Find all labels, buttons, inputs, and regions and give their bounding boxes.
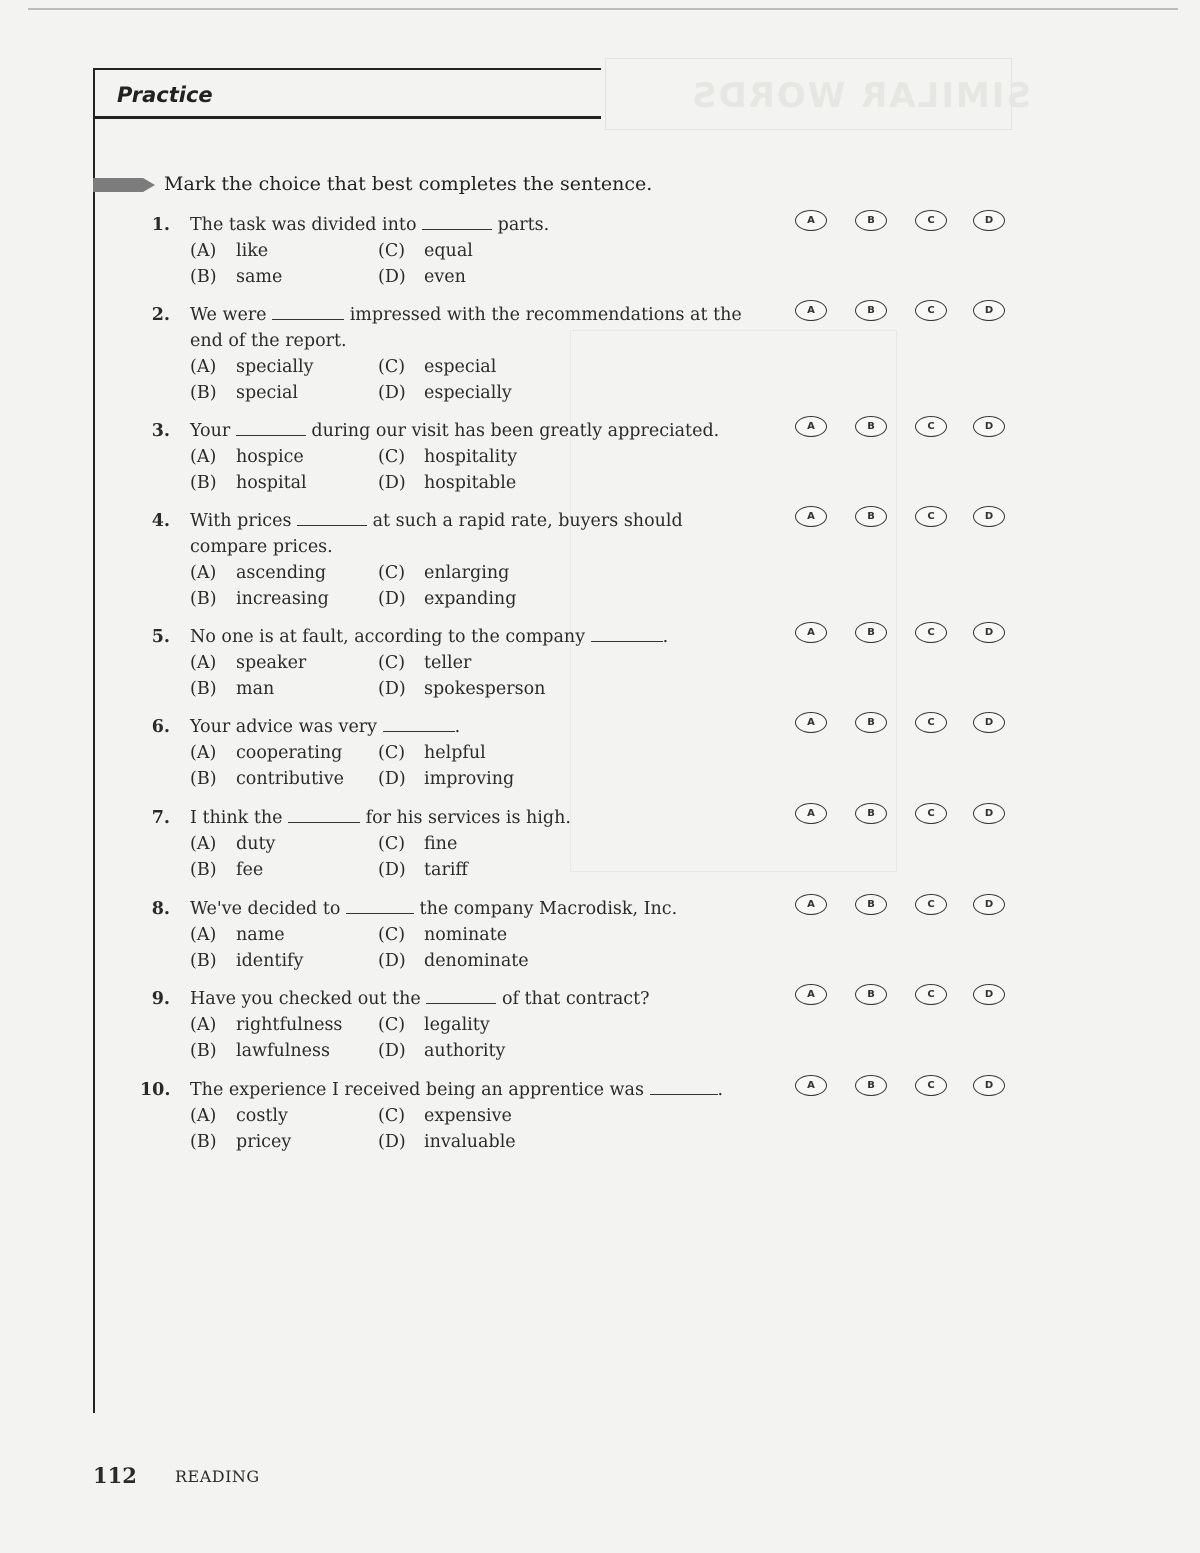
answer-bubble-c[interactable]: C [915, 894, 947, 915]
question-stem: Your advice was very . [190, 717, 461, 737]
option-c: (C) teller [378, 653, 472, 673]
answer-bubble-d[interactable]: D [973, 300, 1005, 321]
practice-title: Practice [117, 83, 213, 107]
answer-bubbles [795, 210, 1145, 234]
option-d: (D) expanding [378, 589, 517, 609]
option-b: (B) contributive [190, 769, 344, 789]
question-number: 2. [151, 305, 170, 325]
frame-top-rule [93, 68, 601, 70]
question-stem: We've decided to the company Macrodisk, Inc. [190, 899, 678, 919]
question-stem: The task was divided into parts. [190, 215, 550, 235]
option-b: (B) same [190, 267, 283, 287]
question-number: 7. [151, 808, 170, 828]
answer-bubble-a[interactable]: A [795, 622, 827, 643]
option-c: (C) expensive [378, 1106, 512, 1126]
answer-bubble-a[interactable]: A [795, 416, 827, 437]
option-a: (A) like [190, 241, 269, 261]
answer-bubble-c[interactable]: C [915, 210, 947, 231]
option-c: (C) especial [378, 357, 497, 377]
answer-bubble-b[interactable]: B [855, 506, 887, 527]
answer-bubble-d[interactable]: D [973, 210, 1005, 231]
option-d: (D) hospitable [378, 473, 517, 493]
answer-bubble-d[interactable]: D [973, 416, 1005, 437]
option-b: (B) fee [190, 860, 264, 880]
bleed-through-title: SIMILAR WORDS [690, 76, 1031, 116]
option-d: (D) even [378, 267, 466, 287]
answer-bubble-d[interactable]: D [973, 622, 1005, 643]
answer-bubble-b[interactable]: B [855, 803, 887, 824]
answer-bubbles [795, 506, 1145, 530]
question-stem: I think the for his services is high. [190, 808, 571, 828]
answer-bubble-c[interactable]: C [915, 803, 947, 824]
option-a: (A) duty [190, 834, 276, 854]
option-c: (C) equal [378, 241, 473, 261]
instruction-text: Mark the choice that best completes the sentence. [164, 173, 653, 195]
option-a: (A) name [190, 925, 285, 945]
option-d: (D) authority [378, 1041, 506, 1061]
answer-bubble-d[interactable]: D [973, 803, 1005, 824]
question-stem: No one is at fault, according to the company . [190, 627, 669, 647]
answer-bubble-c[interactable]: C [915, 1075, 947, 1096]
option-a: (A) rightfulness [190, 1015, 343, 1035]
question-stem: With prices at such a rapid rate, buyers should compare prices. [190, 511, 683, 557]
question-number: 5. [151, 627, 170, 647]
answer-bubbles [795, 622, 1145, 646]
option-c: (C) fine [378, 834, 458, 854]
option-a: (A) speaker [190, 653, 307, 673]
question-stem: Have you checked out the of that contract? [190, 989, 650, 1009]
option-d: (D) invaluable [378, 1132, 516, 1152]
option-b: (B) man [190, 679, 275, 699]
answer-bubbles [795, 712, 1145, 736]
question-number: 10. [140, 1080, 171, 1100]
answer-bubble-a[interactable]: A [795, 210, 827, 231]
option-b: (B) special [190, 383, 298, 403]
option-d: (D) spokesperson [378, 679, 546, 699]
question-stem: The experience I received being an apprentice was . [190, 1080, 724, 1100]
question-number: 6. [151, 717, 170, 737]
option-a: (A) costly [190, 1106, 288, 1126]
option-a: (A) ascending [190, 563, 327, 583]
option-d: (D) tariff [378, 860, 468, 880]
answer-bubble-d[interactable]: D [973, 894, 1005, 915]
answer-bubbles [795, 300, 1145, 324]
answer-bubble-d[interactable]: D [973, 506, 1005, 527]
page-number: 112 [93, 1463, 137, 1488]
answer-bubble-c[interactable]: C [915, 416, 947, 437]
question-stem: Your during our visit has been greatly appreciated. [190, 421, 720, 441]
answer-bubble-a[interactable]: A [795, 803, 827, 824]
option-a: (A) cooperating [190, 743, 343, 763]
option-c: (C) hospitality [378, 447, 518, 467]
option-d: (D) denominate [378, 951, 529, 971]
answer-bubble-b[interactable]: B [855, 1075, 887, 1096]
answer-bubbles [795, 984, 1145, 1008]
bleed-through-panel [570, 330, 897, 872]
answer-bubbles [795, 1075, 1145, 1099]
option-b: (B) identify [190, 951, 304, 971]
option-a: (A) hospice [190, 447, 304, 467]
practice-rule [93, 116, 601, 119]
answer-bubble-a[interactable]: A [795, 300, 827, 321]
question-number: 1. [151, 215, 170, 235]
option-c: (C) helpful [378, 743, 486, 763]
frame-left-rule [93, 68, 95, 1413]
question-number: 9. [151, 989, 170, 1009]
answer-bubble-b[interactable]: B [855, 984, 887, 1005]
arrow-marker [93, 178, 143, 192]
answer-bubble-a[interactable]: A [795, 712, 827, 733]
option-b: (B) hospital [190, 473, 307, 493]
option-a: (A) specially [190, 357, 314, 377]
answer-bubbles [795, 894, 1145, 918]
scan-edge [28, 8, 1178, 10]
question-stem: We were impressed with the recommendations at the end of the report. [190, 305, 742, 351]
answer-bubble-c[interactable]: C [915, 506, 947, 527]
answer-bubble-c[interactable]: C [915, 984, 947, 1005]
option-d: (D) especially [378, 383, 512, 403]
answer-bubbles [795, 416, 1145, 440]
answer-bubble-c[interactable]: C [915, 300, 947, 321]
option-b: (B) pricey [190, 1132, 292, 1152]
option-c: (C) legality [378, 1015, 490, 1035]
answer-bubble-b[interactable]: B [855, 894, 887, 915]
question-number: 4. [151, 511, 170, 531]
answer-bubble-a[interactable]: A [795, 894, 827, 915]
arrow-marker-tip [143, 178, 155, 192]
option-b: (B) lawfulness [190, 1041, 330, 1061]
option-d: (D) improving [378, 769, 515, 789]
answer-bubble-d[interactable]: D [973, 984, 1005, 1005]
answer-bubble-b[interactable]: B [855, 210, 887, 231]
answer-bubble-b[interactable]: B [855, 300, 887, 321]
question-number: 3. [151, 421, 170, 441]
answer-bubbles [795, 803, 1145, 827]
answer-bubble-a[interactable]: A [795, 506, 827, 527]
answer-bubble-d[interactable]: D [973, 712, 1005, 733]
answer-bubble-b[interactable]: B [855, 622, 887, 643]
section-label: READING [175, 1467, 260, 1486]
answer-bubble-b[interactable]: B [855, 712, 887, 733]
question-number: 8. [151, 899, 170, 919]
answer-bubble-c[interactable]: C [915, 622, 947, 643]
answer-bubble-a[interactable]: A [795, 1075, 827, 1096]
answer-bubble-d[interactable]: D [973, 1075, 1005, 1096]
option-c: (C) enlarging [378, 563, 510, 583]
option-c: (C) nominate [378, 925, 508, 945]
option-b: (B) increasing [190, 589, 329, 609]
answer-bubble-b[interactable]: B [855, 416, 887, 437]
answer-bubble-c[interactable]: C [915, 712, 947, 733]
answer-bubble-a[interactable]: A [795, 984, 827, 1005]
